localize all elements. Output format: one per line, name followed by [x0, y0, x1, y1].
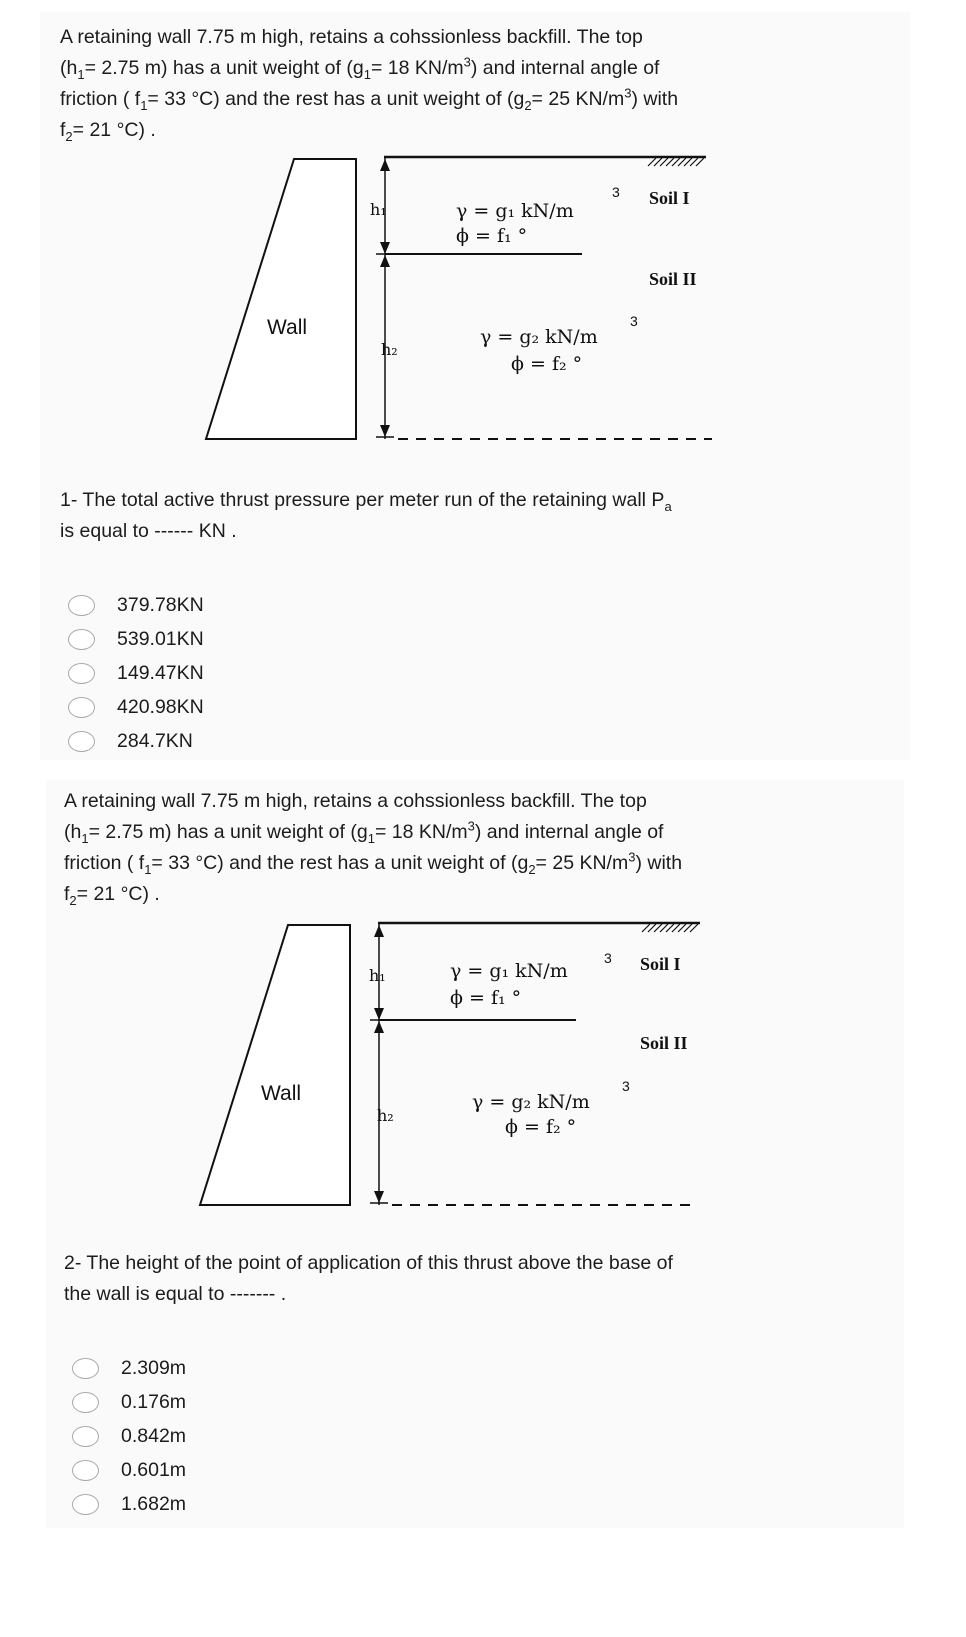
soil2-exponent: 3	[622, 1078, 630, 1094]
radio-button[interactable]	[72, 1392, 99, 1413]
option-label: 420.98KN	[117, 695, 204, 718]
wall-shape	[200, 925, 350, 1205]
radio-button[interactable]	[68, 629, 95, 650]
soil2-friction-angle: ϕ = f₂ °	[511, 353, 583, 375]
option-label: 539.01KN	[117, 627, 204, 650]
answer-option[interactable]	[72, 1419, 186, 1453]
answer-option[interactable]	[68, 656, 204, 690]
soil1-label: Soil I	[640, 954, 681, 974]
problem-line-4: $f_2= 21$ °C) .	[64, 883, 160, 908]
h1-label: h₁	[369, 966, 386, 985]
retaining-wall-diagram-svg	[0, 911, 960, 1221]
retaining-wall-diagram	[0, 145, 966, 455]
retaining-wall-diagram-repeat	[0, 911, 960, 1221]
answer-option[interactable]	[72, 1351, 186, 1385]
ground-hatch-icon	[642, 924, 698, 932]
answer-option[interactable]	[72, 1453, 186, 1487]
soil1-exponent: 3	[612, 184, 620, 200]
problem-line-1: A retaining wall 7.75 m high, retains a cohssionless backfill. The top	[60, 26, 643, 48]
h1-label: h₁	[370, 200, 387, 219]
soil2-label: Soil II	[640, 1033, 688, 1053]
arrow-up-icon	[374, 925, 384, 937]
question-2-line-1: 2- The height of the point of application of this thrust above the base of	[64, 1252, 673, 1274]
problem-line-4: $f_2= 21$ °C) .	[60, 119, 156, 144]
answer-option[interactable]	[68, 588, 204, 622]
answer-option[interactable]	[68, 690, 204, 724]
soil1-unit-weight: γ = g₁ kN/m	[450, 960, 568, 982]
soil1-label: Soil I	[649, 188, 690, 208]
soil1-friction-angle: ϕ = f₁ °	[456, 225, 528, 247]
answer-option[interactable]	[68, 622, 204, 656]
h2-label: h₂	[381, 340, 398, 359]
option-label: 0.842m	[121, 1424, 187, 1447]
question-1-subscript: a	[664, 498, 672, 514]
option-label: 149.47KN	[117, 661, 204, 684]
arrow-down-icon	[380, 242, 390, 254]
arrow-up-icon	[380, 255, 390, 267]
question-1-line-1: 1- The total active thrust pressure per meter run of the retaining wall P	[60, 489, 665, 511]
arrow-down-icon	[380, 425, 390, 437]
arrow-up-icon	[380, 159, 390, 171]
answer-option[interactable]	[72, 1487, 186, 1521]
answer-option[interactable]	[72, 1385, 186, 1419]
option-label: 0.176m	[121, 1390, 187, 1413]
radio-button[interactable]	[68, 663, 95, 684]
radio-button[interactable]	[68, 731, 95, 752]
radio-button[interactable]	[72, 1358, 99, 1379]
arrow-down-icon	[374, 1008, 384, 1020]
problem-statement-repeat	[64, 786, 682, 910]
soil1-unit-weight: γ = g₁ kN/m	[456, 200, 574, 222]
arrow-down-icon	[374, 1191, 384, 1203]
soil2-friction-angle: ϕ = f₂ °	[505, 1116, 577, 1138]
question-1-line-2: is equal to ------ KN .	[60, 520, 237, 542]
question-1-options	[68, 588, 204, 758]
radio-button[interactable]	[68, 697, 95, 718]
radio-button[interactable]	[68, 595, 95, 616]
wall-label: Wall	[261, 1082, 302, 1105]
ground-hatch-icon	[648, 158, 704, 166]
option-label: 1.682m	[121, 1492, 187, 1515]
problem-line-3: friction ( $f_1= 33$ °C) and the rest has a unit weight of ($g_2= 25$ $KN/m^3$) with	[64, 849, 683, 877]
wall-label: Wall	[267, 316, 308, 339]
problem-line-3: friction ( $f_1= 33$ °C) and the rest has a unit weight of ($g_2= 25$ $KN/m^3$) with	[60, 85, 679, 113]
h2-label: h₂	[377, 1106, 394, 1125]
soil2-unit-weight: γ = g₂ kN/m	[480, 326, 598, 348]
question-2-text	[64, 1248, 673, 1310]
soil1-friction-angle: ϕ = f₁ °	[450, 987, 522, 1009]
problem-statement	[60, 22, 678, 146]
soil2-exponent: 3	[630, 313, 638, 329]
problem-line-2: ($h_1= 2.75$ m) has a unit weight of ($g_1= 18$ $KN/m^3$) and internal angle of	[64, 818, 664, 846]
radio-button[interactable]	[72, 1426, 99, 1447]
arrow-up-icon	[374, 1021, 384, 1033]
question-2-line-2: the wall is equal to ------- .	[64, 1283, 287, 1305]
soil1-exponent: 3	[604, 950, 612, 966]
problem-line-1: A retaining wall 7.75 m high, retains a cohssionless backfill. The top	[64, 790, 647, 812]
retaining-wall-diagram-svg	[0, 145, 966, 455]
soil2-label: Soil II	[649, 269, 697, 289]
answer-option[interactable]	[68, 724, 204, 758]
radio-button[interactable]	[72, 1494, 99, 1515]
problem-line-2: ($h_1= 2.75$ m) has a unit weight of ($g_1= 18$ $KN/m^3$) and internal angle of	[60, 54, 660, 82]
soil2-unit-weight: γ = g₂ kN/m	[472, 1091, 590, 1113]
question-2-options	[72, 1351, 186, 1521]
option-label: 0.601m	[121, 1458, 187, 1481]
option-label: 379.78KN	[117, 593, 204, 616]
wall-shape	[206, 159, 356, 439]
option-label: 284.7KN	[117, 729, 193, 752]
radio-button[interactable]	[72, 1460, 99, 1481]
question-1-text	[60, 485, 672, 547]
option-label: 2.309m	[121, 1356, 187, 1379]
